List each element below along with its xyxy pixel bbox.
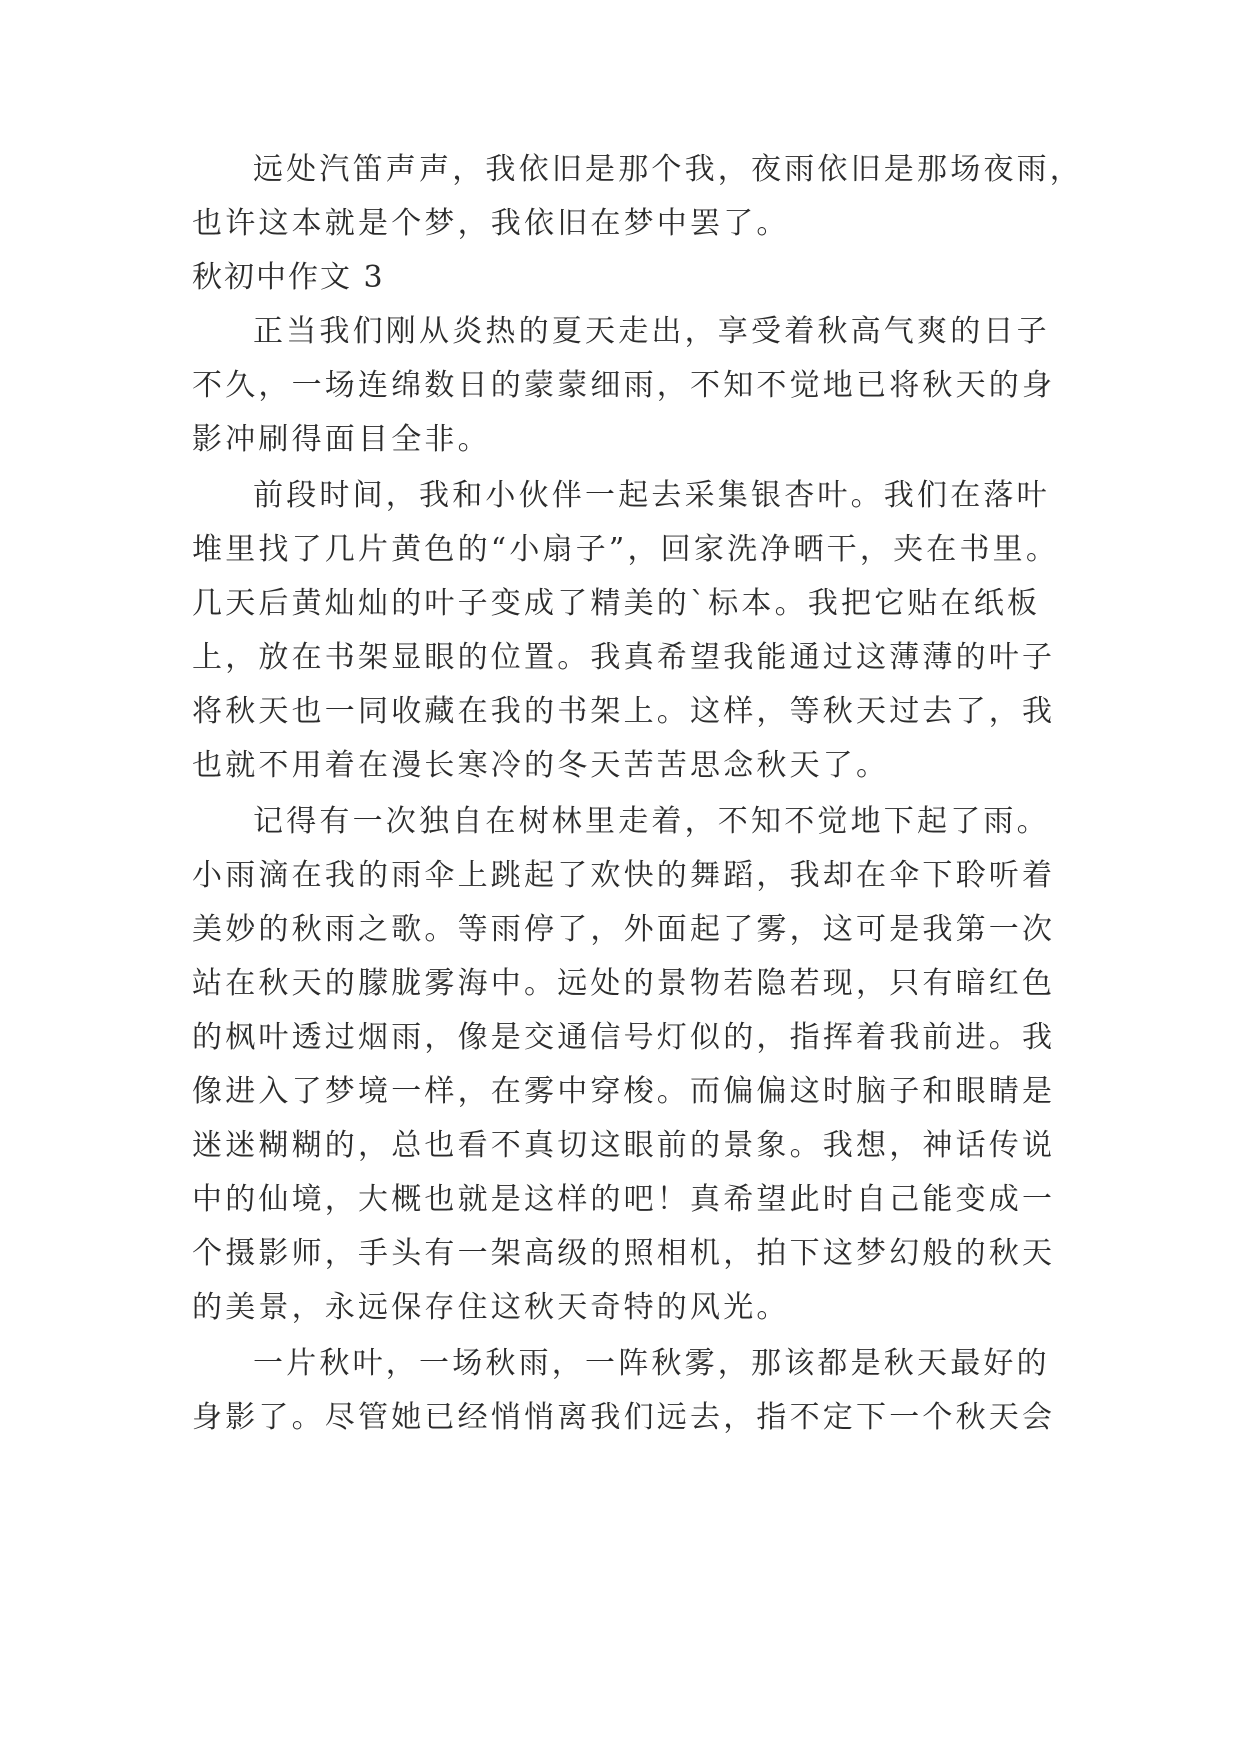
paragraph-4-line-10: 的美景，永远保存住这秋天奇特的风光。 <box>192 1290 790 1325</box>
paragraph-2-line-1: 正当我们刚从炎热的夏天走出，享受着秋高气爽的日子 <box>253 314 1050 349</box>
paragraph-1-line-2: 也许这本就是个梦，我依旧在梦中罢了。 <box>192 206 790 241</box>
paragraph-3-line-4: 上，放在书架显眼的位置。我真希望我能通过这薄薄的叶子 <box>192 640 1056 675</box>
paragraph-4-line-3: 美妙的秋雨之歌。等雨停了，外面起了雾，这可是我第一次 <box>192 912 1056 947</box>
paragraph-1-line-1: 远处汽笛声声，我依旧是那个我，夜雨依旧是那场夜雨， <box>253 152 1083 187</box>
paragraph-3-line-5: 将秋天也一同收藏在我的书架上。这样，等秋天过去了，我 <box>192 694 1056 729</box>
paragraph-4-line-7: 迷迷糊糊的，总也看不真切这眼前的景象。我想，神话传说 <box>192 1128 1056 1163</box>
paragraph-5-line-2: 身影了。尽管她已经悄悄离我们远去，指不定下一个秋天会 <box>192 1400 1056 1435</box>
paragraph-4-line-2: 小雨滴在我的雨伞上跳起了欢快的舞蹈，我却在伞下聆听着 <box>192 858 1056 893</box>
section-heading: 秋初中作文 3 <box>192 260 385 295</box>
paragraph-3-line-3: 几天后黄灿灿的叶子变成了精美的`标本。我把它贴在纸板 <box>192 586 1041 621</box>
paragraph-4-line-4: 站在秋天的朦胧雾海中。远处的景物若隐若现，只有暗红色 <box>192 966 1056 1001</box>
paragraph-4-line-6: 像进入了梦境一样，在雾中穿梭。而偏偏这时脑子和眼睛是 <box>192 1074 1056 1109</box>
paragraph-4-line-5: 的枫叶透过烟雨，像是交通信号灯似的，指挥着我前进。我 <box>192 1020 1056 1055</box>
paragraph-4-line-1: 记得有一次独自在树林里走着，不知不觉地下起了雨。 <box>253 804 1050 839</box>
paragraph-2-line-3: 影冲刷得面目全非。 <box>192 422 491 457</box>
paragraph-3-line-1: 前段时间，我和小伙伴一起去采集银杏叶。我们在落叶 <box>253 478 1050 513</box>
paragraph-3-line-2: 堆里找了几片黄色的“小扇子”，回家洗净晒干，夹在书里。 <box>192 532 1060 567</box>
paragraph-4-line-8: 中的仙境，大概也就是这样的吧！真希望此时自己能变成一 <box>192 1182 1056 1217</box>
paragraph-2-line-2: 不久，一场连绵数日的蒙蒙细雨，不知不觉地已将秋天的身 <box>192 368 1056 403</box>
paragraph-4-line-9: 个摄影师，手头有一架高级的照相机，拍下这梦幻般的秋天 <box>192 1236 1056 1271</box>
paragraph-3-line-6: 也就不用着在漫长寒冷的冬天苦苦思念秋天了。 <box>192 748 890 783</box>
paragraph-5-line-1: 一片秋叶，一场秋雨，一阵秋雾，那该都是秋天最好的 <box>253 1346 1050 1381</box>
